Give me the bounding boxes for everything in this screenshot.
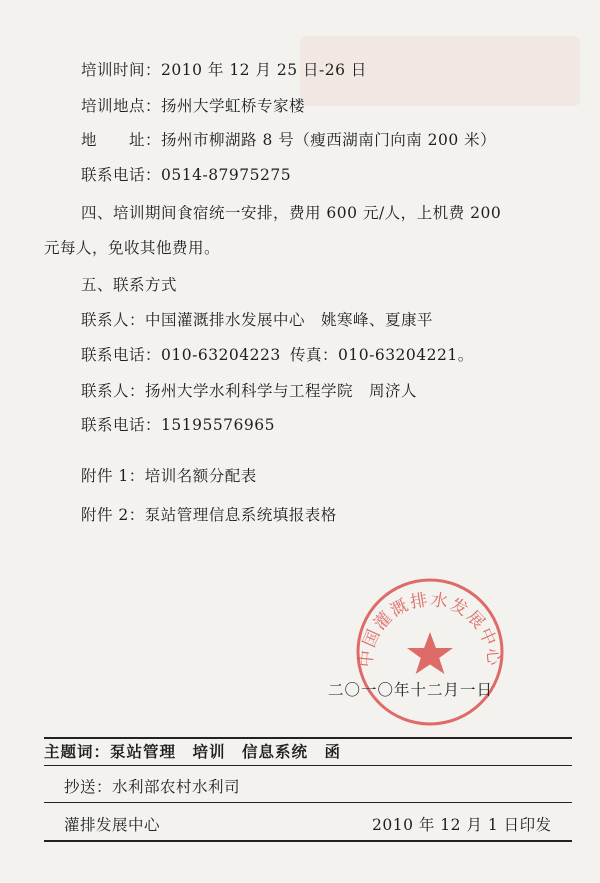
footer-rule-bottom [44,840,572,842]
footer-rule-top [44,737,572,739]
subject-words: 主题词：泵站管理 培训 信息系统 函 [44,743,342,761]
section4-line1: 四、培训期间食宿统一安排，费用 600 元/人，上机费 200 [81,204,502,222]
footer-rule-2 [44,765,572,766]
official-seal-icon [350,572,510,732]
section5-heading: 五、联系方式 [81,276,178,294]
contact1: 联系人：中国灌溉排水发展中心 姚寒峰、夏康平 [81,311,434,329]
seal-text: 中国灌溉排水发展中心 [356,590,504,669]
cc-line: 抄送：水利部农村水利司 [64,778,241,796]
training-time: 培训时间：2010 年 12 月 25 日-26 日 [81,61,367,79]
section4-line2: 元每人，免收其他费用。 [44,239,221,257]
attachment-2: 附件 2：泵站管理信息系统填报表格 [81,506,337,524]
phone1: 联系电话：010-63204223 [81,346,281,364]
footer-rule-3 [44,802,572,803]
attachment-1: 附件 1：培训名额分配表 [81,467,257,485]
training-phone: 联系电话：0514-87975275 [81,166,292,184]
contact2: 联系人：扬州大学水利科学与工程学院 周济人 [81,382,418,400]
fax: 传真：010-63204221。 [290,346,474,364]
training-address: 地 址：扬州市柳湖路 8 号（瘦西湖南门向南 200 米） [81,131,497,149]
training-place: 培训地点：扬州大学虹桥专家楼 [81,97,306,115]
print-date: 2010 年 12 月 1 日印发 [372,816,552,834]
document-date: 二〇一〇年十二月一日 [328,681,494,699]
phone2: 联系电话：15195576965 [81,416,275,434]
issuer: 灌排发展中心 [64,816,161,834]
